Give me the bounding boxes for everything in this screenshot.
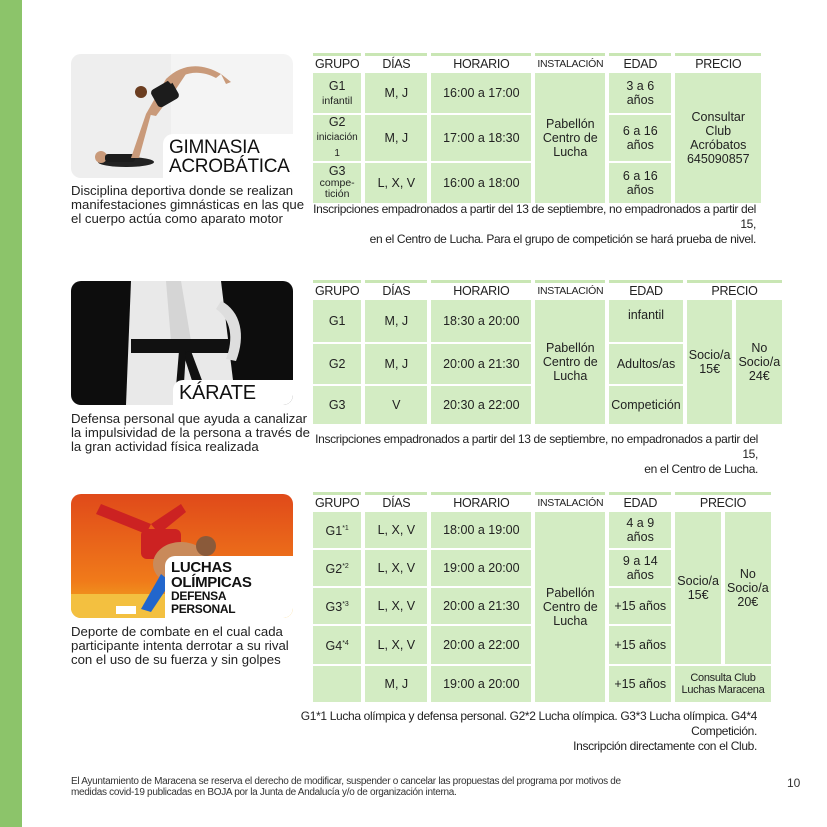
grupo-cell: G1 infantil: [313, 71, 361, 113]
header-instalacion: INSTALACIÓN: [535, 280, 605, 298]
luchas-title-main: LUCHAS OLÍMPICAS: [171, 559, 252, 591]
horario-cell: 19:00 a 20:00: [431, 664, 531, 702]
edad-cell: Competición: [609, 384, 682, 424]
instalacion-cell: Pabellón Centro de Lucha: [535, 71, 605, 203]
dias-cell: L, X, V: [365, 624, 427, 664]
grupo-cell: G2: [313, 342, 361, 384]
karate-title: KÁRATE: [173, 380, 293, 405]
table-row: [313, 71, 761, 113]
header-grupo: GRUPO: [313, 280, 361, 298]
header-grupo: GRUPO: [313, 53, 361, 71]
dias-cell: M, J: [365, 298, 427, 342]
grupo-cell: G4$^{*4}$: [313, 624, 361, 664]
grupo-cell: [313, 664, 361, 702]
header-edad: EDAD: [609, 492, 671, 510]
header-dias: DÍAS: [365, 492, 427, 510]
header-edad: EDAD: [609, 53, 671, 71]
grupo-cell: G2 iniciación 1: [313, 113, 361, 161]
header-edad: EDAD: [609, 280, 682, 298]
karate-description: Defensa personal que ayuda a canalizar la impulsividad de la persona a través de la gran actividad física realizada: [71, 411, 310, 454]
horario-cell: 20:30 a 22:00: [431, 384, 531, 424]
header-precio: PRECIO: [675, 53, 761, 71]
horario-cell: 19:00 a 20:00: [431, 548, 531, 586]
horario-cell: 20:00 a 22:00: [431, 624, 531, 664]
grupo-cell: G1: [313, 298, 361, 342]
edad-cell: +15 años: [609, 586, 671, 624]
gimnasia-title-line1: GIMNASIA: [169, 137, 260, 158]
edad-cell: 9 a 14 años: [609, 548, 671, 586]
precio-consulta-cell: Consulta Club Luchas Maracena: [675, 664, 770, 702]
header-grupo: GRUPO: [313, 492, 361, 510]
dias-cell: M, J: [365, 342, 427, 384]
grupo-cell: G3 compe-tición: [313, 161, 361, 203]
horario-cell: 20:00 a 21:30: [431, 586, 531, 624]
luchas-subtitle: DEFENSA PERSONAL: [171, 589, 236, 616]
edad-cell: 3 a 6 años: [609, 71, 671, 113]
luchas-description: Deporte de combate en el cual cada participante intenta derrotar a su rival con el uso de su fuerza y sin golpes: [71, 624, 289, 667]
header-dias: DÍAS: [365, 280, 427, 298]
karate-note: Inscripciones empadronados a partir del 13 de septiembre, no empadronados a partir del 15, en el Centro de Lucha.: [315, 432, 758, 476]
edad-cell: 6 a 16 años: [609, 161, 671, 203]
karate-schedule-table: [309, 280, 786, 424]
edad-cell: infantil: [609, 298, 682, 342]
edad-cell: +15 años: [609, 624, 671, 664]
horario-cell: 16:00 a 18:00: [431, 161, 531, 203]
table-row: [313, 298, 782, 342]
horario-cell: 17:00 a 18:30: [431, 113, 531, 161]
gimnasia-title-line2: ACROBÁTICA: [169, 156, 290, 177]
horario-cell: 20:00 a 21:30: [431, 342, 531, 384]
gimnasia-schedule-table: [309, 53, 765, 203]
precio-socio-cell: Socio/a 15€: [675, 510, 721, 664]
dias-cell: M, J: [365, 71, 427, 113]
page-number: 10: [787, 776, 801, 790]
header-precio: PRECIO: [687, 280, 782, 298]
header-horario: HORARIO: [431, 280, 531, 298]
grupo-cell: G1$^{*1}$: [313, 510, 361, 548]
dias-cell: L, X, V: [365, 586, 427, 624]
header-horario: HORARIO: [431, 53, 531, 71]
luchas-title: [165, 556, 293, 618]
precio-nosocio-cell: No Socio/a 24€: [736, 298, 782, 424]
dias-cell: L, X, V: [365, 510, 427, 548]
precio-cell: Consultar Club Acróbatos 645090857: [675, 71, 761, 203]
header-dias: DÍAS: [365, 53, 427, 71]
horario-cell: 16:00 a 17:00: [431, 71, 531, 113]
grupo-cell: G3$^{*3}$: [313, 586, 361, 624]
gimnasia-photo: [71, 54, 293, 178]
header-instalacion: INSTALACIÓN: [535, 492, 605, 510]
footer-disclaimer: El Ayuntamiento de Maracena se reserva el derecho de modificar, suspender o cancelar las propuestas del programa por motivos de medidas covid-19 publicadas en BOJA por la Junta de Andalucía y/o de organización interna.: [71, 776, 621, 798]
edad-cell: 6 a 16 años: [609, 113, 671, 161]
table-row: [313, 510, 771, 548]
dias-cell: L, X, V: [365, 161, 427, 203]
luchas-photo: [71, 494, 293, 618]
gimnasia-title: [163, 134, 293, 178]
precio-nosocio-cell: No Socio/a 20€: [725, 510, 771, 664]
gimnasia-description: Disciplina deportiva donde se realizan manifestaciones gimnásticas en las que el cuerpo actúa como aparato motor: [71, 183, 305, 226]
dias-cell: L, X, V: [365, 548, 427, 586]
horario-cell: 18:00 a 19:00: [431, 510, 531, 548]
karate-photo: [71, 281, 293, 405]
instalacion-cell: Pabellón Centro de Lucha: [535, 298, 605, 424]
edad-cell: Adultos/as: [609, 342, 682, 384]
grupo-cell: G3: [313, 384, 361, 424]
luchas-schedule-table: [309, 492, 775, 702]
edad-cell: +15 años: [609, 664, 671, 702]
header-instalacion: INSTALACIÓN: [535, 53, 605, 71]
dias-cell: V: [365, 384, 427, 424]
precio-socio-cell: Socio/a 15€: [687, 298, 733, 424]
gimnasia-note: Inscripciones empadronados a partir del 13 de septiembre, no empadronados a partir del 15, en el Centro de Lucha. Para el grupo de competición se hará prueba de nivel.: [313, 202, 756, 246]
header-horario: HORARIO: [431, 492, 531, 510]
luchas-note: G1*1 Lucha olímpica y defensa personal. G2*2 Lucha olímpica. G3*3 Lucha olímpica. G4*4 Competición. Inscripción directamente con el Club.: [300, 709, 757, 753]
grupo-cell: G2$^{*2}$: [313, 548, 361, 586]
dias-cell: M, J: [365, 113, 427, 161]
side-accent-bar: [0, 0, 22, 827]
instalacion-cell: Pabellón Centro de Lucha: [535, 510, 605, 702]
header-precio: PRECIO: [675, 492, 770, 510]
dias-cell: M, J: [365, 664, 427, 702]
horario-cell: 18:30 a 20:00: [431, 298, 531, 342]
edad-cell: 4 a 9 años: [609, 510, 671, 548]
